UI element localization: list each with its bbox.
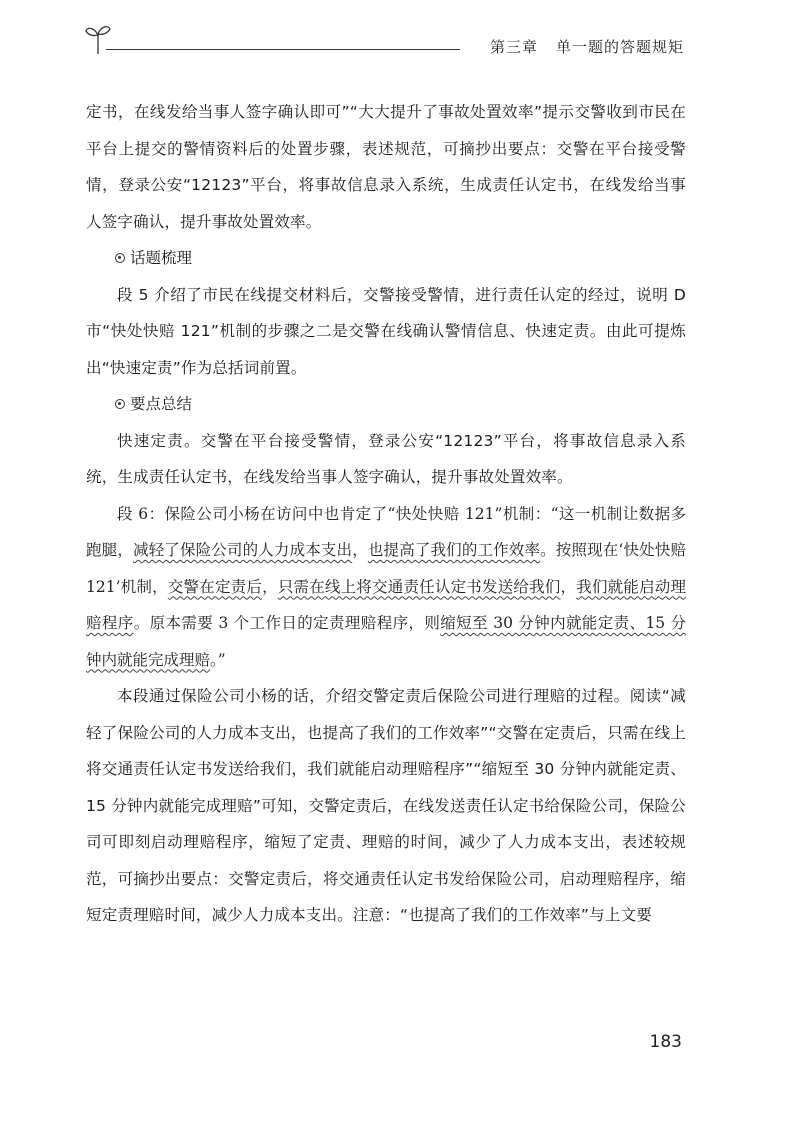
- heading-topic-review: [86, 240, 686, 277]
- heading-topic-review-label: 话题梳理: [130, 249, 193, 267]
- paragraph-intro: 定书，在线发给当事人签字确认即可”“大大提升了事故处置效率”提示交警收到市民在平台上提交的警情资料后的处置步骤，表述规范，可摘抄出要点：交警在平台接受警情，登录公安“12123”平台，将事故信息录入系统，生成责任认定书，在线发给当事人签字确认，提升事故处置效率。: [86, 103, 686, 231]
- quote-underlined-text: 缩短至 30 分钟内就能定责、15 分钟内就能完成理赔: [86, 614, 686, 669]
- quoted-source-paragraph: [86, 496, 686, 679]
- header-title: [490, 36, 684, 57]
- heading-key-points-label: 要点总结: [130, 395, 193, 413]
- quote-text: ，: [560, 577, 577, 596]
- quote-text: 。”: [210, 650, 226, 669]
- page-body: [86, 94, 686, 934]
- quote-text: 。原本需要 3 个工作日的定责理赔程序，则: [133, 614, 441, 632]
- chapter-label: 第三章: [489, 38, 538, 56]
- quote-underlined-text: 也提高了我们的工作效率: [367, 541, 541, 559]
- quote-text: ，: [262, 577, 278, 596]
- bullet-icon: [115, 253, 125, 263]
- quote-text: 。按照现在‘快处快赔 121’机制，: [86, 541, 686, 596]
- heading-key-points: [86, 386, 686, 423]
- quote-underlined-text: 只需在线上将交通责任认定书发送给我们: [277, 577, 561, 596]
- quote-underlined-text: 减轻了保险公司的人力成本支出: [132, 541, 353, 559]
- page-header: [84, 22, 684, 58]
- quote-underlined-text: 我们就能启动理赔程序: [86, 577, 686, 632]
- header-rule: [106, 49, 460, 50]
- page-number: 183: [649, 1032, 682, 1052]
- paragraph-key-points: 快速定责。交警在平台接受警情，登录公安“12123”平台，将事故信息录入系统，生成责任认定书，在线发给当事人签字确认，提升事故处置效率。: [86, 431, 686, 486]
- quote-text: 段 6：保险公司小杨在访问中也肯定了“快处快赔 121”机制：“这一机制让数据多跑腿，: [86, 504, 686, 559]
- quote-underlined-text: 交警在定责后: [167, 577, 263, 596]
- quote-text: ，: [352, 541, 368, 559]
- bullet-icon: [115, 399, 125, 409]
- section-label: 单一题的答题规矩: [555, 38, 684, 56]
- sprout-icon: [84, 22, 112, 56]
- paragraph-analysis: 本段通过保险公司小杨的话，介绍交警定责后保险公司进行理赔的过程。阅读“减轻了保险公司的人力成本支出，也提高了我们的工作效率”“交警在定责后，只需在线上将交通责任认定书发送给我们，我们就能启动理赔程序”“缩短至 30 分钟内就能定责、15 分钟内就能完成理赔”可知，交警定责后，在线发送责任认定书给保险公司，保险公司可即刻启动理赔程序，缩短了定责、理赔的时间，减少了人力成本支出，表述较规范，可摘抄出要点：交警定责后，将交通责任认定书发给保险公司，启动理赔程序，缩短定责理赔时间，减少人力成本支出。注意：“也提高了我们的工作效率”与上文要: [86, 687, 686, 924]
- paragraph-topic-review: 段 5 介绍了市民在线提交材料后，交警接受警情，进行责任认定的经过，说明 D 市“快处快赔 121”机制的步骤之二是交警在线确认警情信息、快速定责。由此可提炼出“快速定责”作为总括词前置。: [86, 285, 686, 377]
